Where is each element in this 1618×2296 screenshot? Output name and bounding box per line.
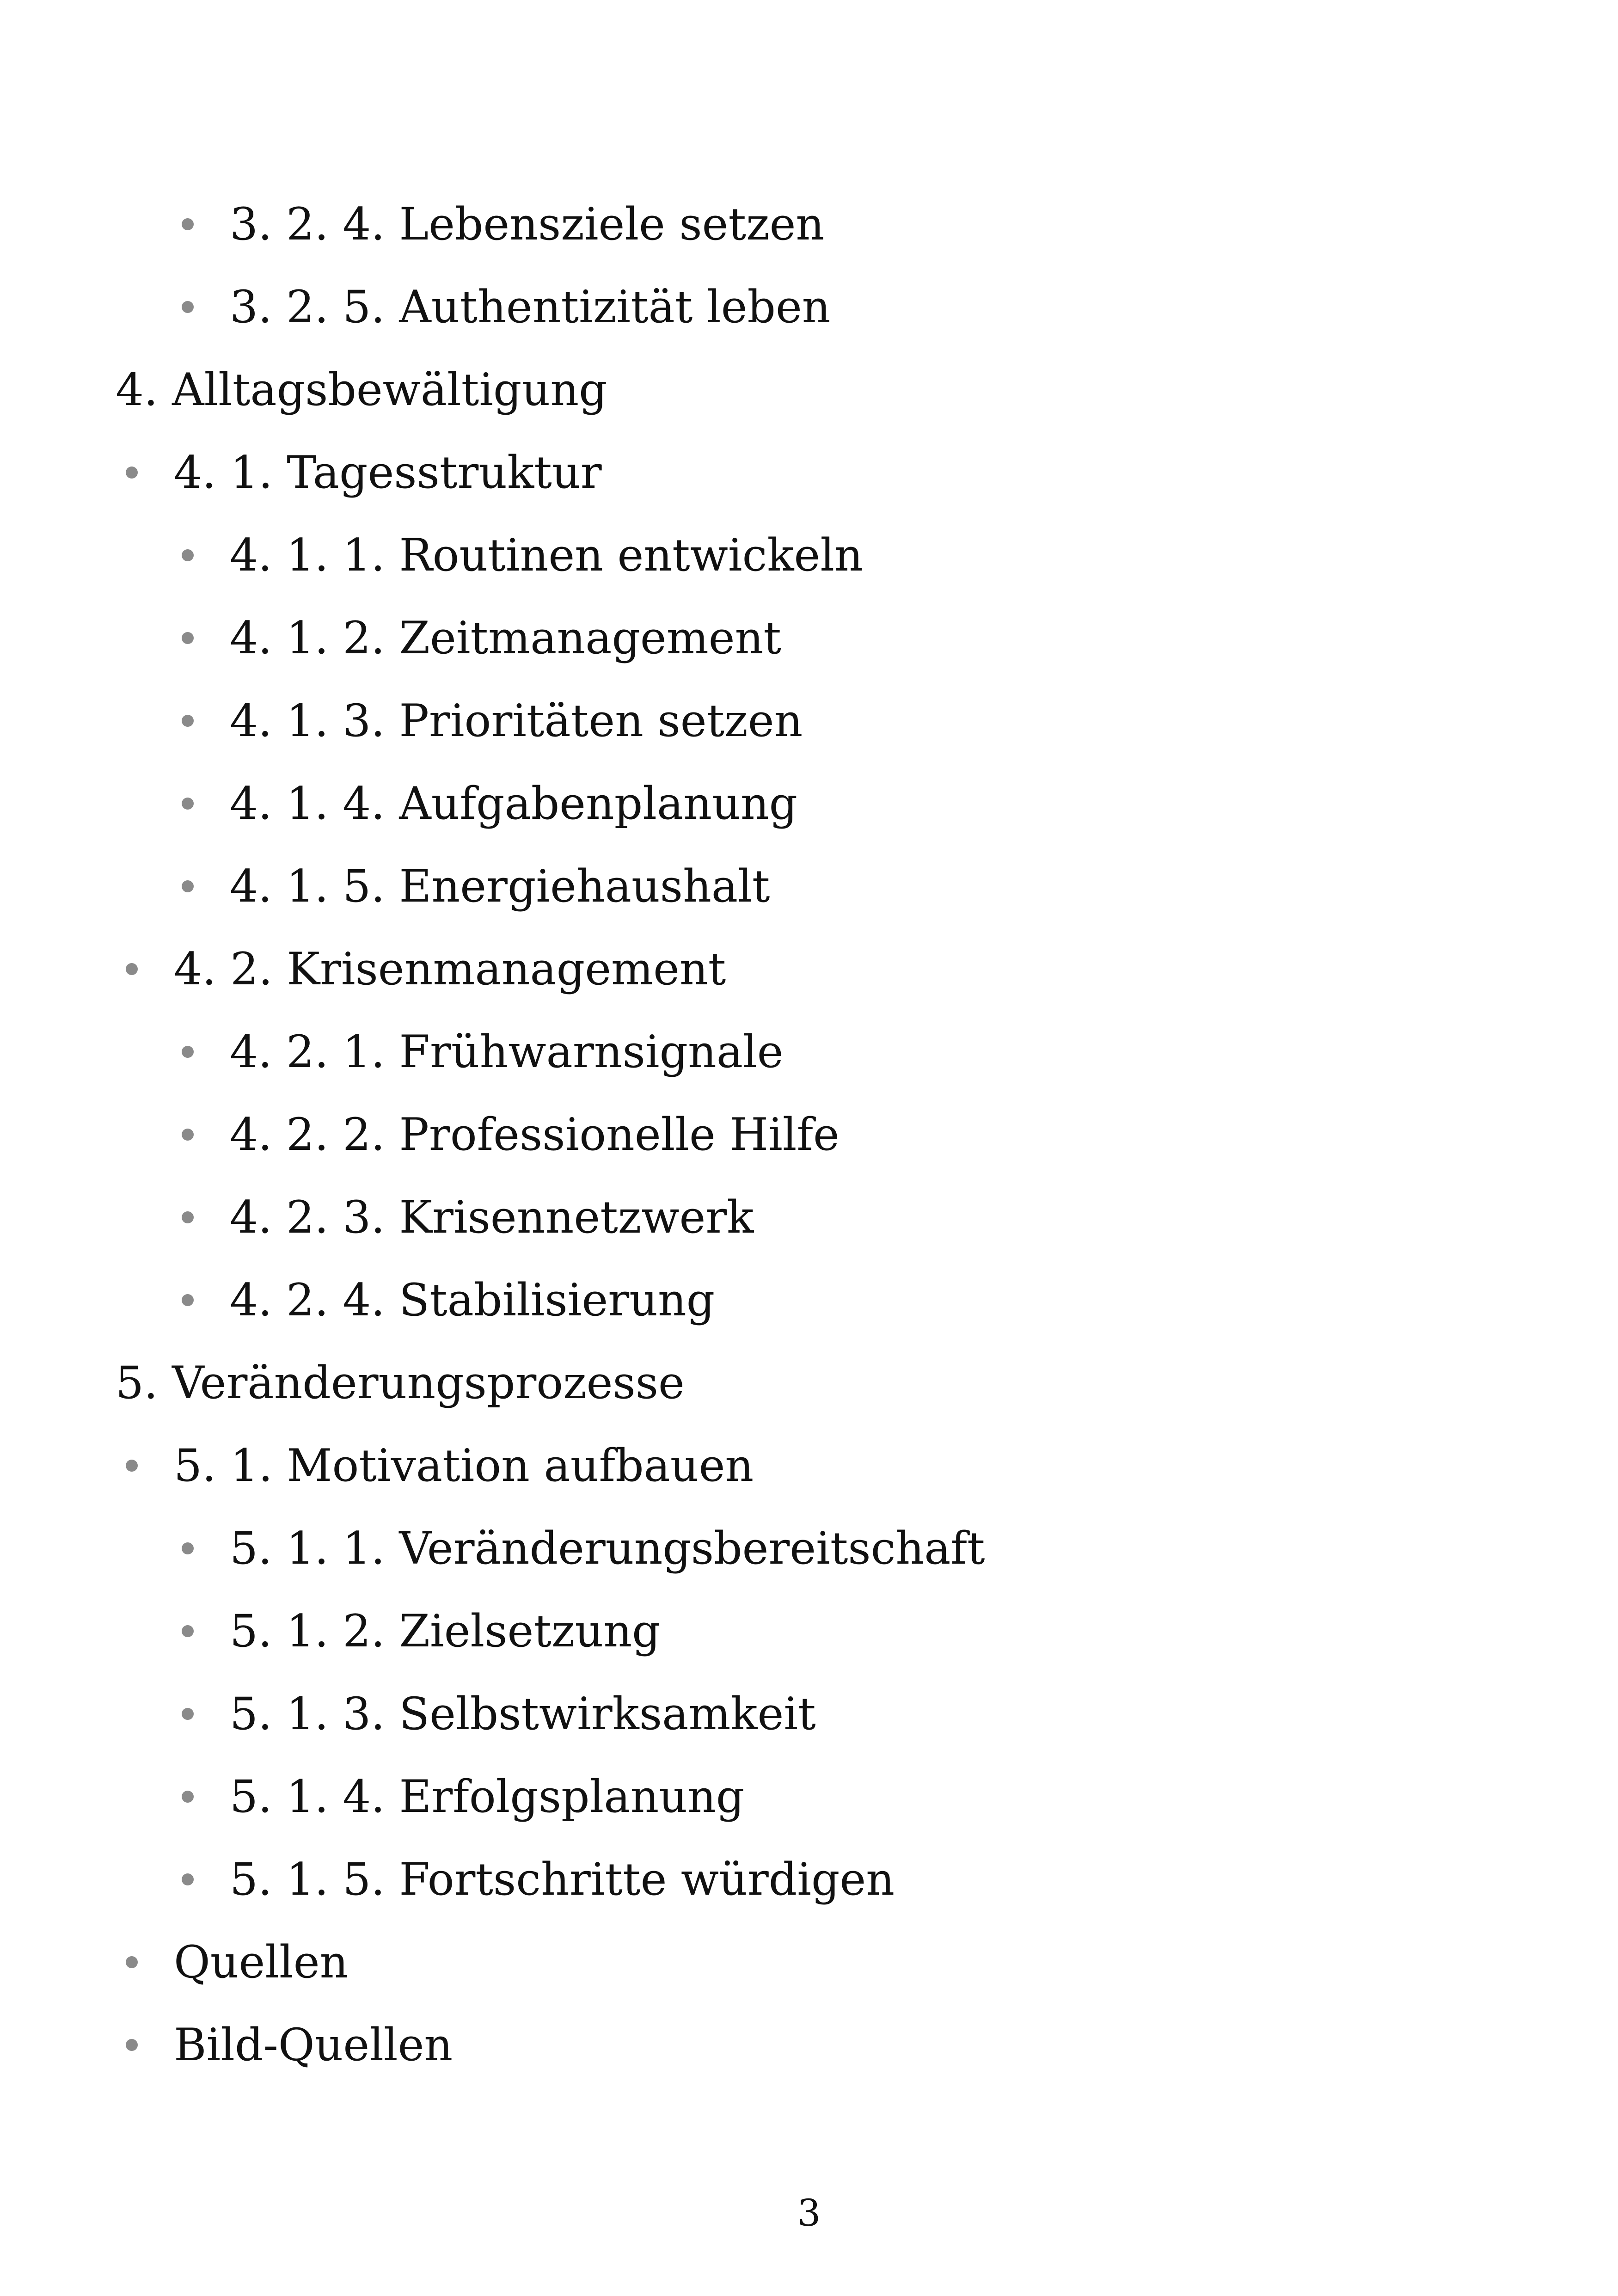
toc-section-heading[interactable] <box>0 348 1618 431</box>
toc-item-label: 5. 1. 2. Zielsetzung <box>230 1605 661 1657</box>
toc-item[interactable] <box>0 514 1618 596</box>
bullet-icon <box>182 218 194 230</box>
table-of-contents <box>0 183 1618 2086</box>
toc-item-label: 3. 2. 4. Lebensziele setzen <box>230 198 825 250</box>
bullet-icon <box>182 1873 194 1885</box>
bullet-icon <box>182 1542 194 1554</box>
toc-item[interactable] <box>0 183 1618 265</box>
bullet-icon <box>182 1211 194 1223</box>
toc-item[interactable] <box>0 431 1618 514</box>
toc-item[interactable] <box>0 927 1618 1010</box>
toc-item[interactable] <box>0 1010 1618 1093</box>
toc-item-label: 5. 1. 3. Selbstwirksamkeit <box>230 1688 816 1740</box>
toc-item[interactable] <box>0 1424 1618 1507</box>
toc-item[interactable] <box>0 845 1618 927</box>
toc-item-label: 5. 1. Motivation aufbauen <box>174 1439 754 1492</box>
bullet-icon <box>182 1708 194 1720</box>
bullet-icon <box>126 467 138 479</box>
toc-item-label: Quellen <box>174 1936 349 1988</box>
bullet-icon <box>182 880 194 892</box>
toc-item-label: 5. 1. 5. Fortschritte würdigen <box>230 1853 895 1905</box>
bullet-icon <box>182 1294 194 1306</box>
toc-item-label: Bild-Quellen <box>174 2019 453 2071</box>
bullet-icon <box>126 2039 138 2051</box>
toc-item-label: 5. 1. 4. Erfolgsplanung <box>230 1770 745 1823</box>
bullet-icon <box>182 798 194 810</box>
toc-item[interactable] <box>0 265 1618 348</box>
toc-item[interactable] <box>0 1755 1618 1838</box>
bullet-icon <box>182 1046 194 1058</box>
toc-item-label: 5. 1. 1. Veränderungsbereitschaft <box>230 1522 985 1574</box>
toc-item-label: 4. 2. 2. Professionelle Hilfe <box>230 1108 840 1160</box>
toc-item-label: 4. 1. 3. Prioritäten setzen <box>230 694 803 747</box>
toc-item-label: 4. 1. 1. Routinen entwickeln <box>230 529 863 581</box>
toc-item[interactable] <box>0 1507 1618 1590</box>
bullet-icon <box>126 963 138 975</box>
toc-item[interactable] <box>0 1921 1618 2003</box>
toc-item[interactable] <box>0 596 1618 679</box>
toc-item[interactable] <box>0 679 1618 762</box>
bullet-icon <box>126 1460 138 1472</box>
toc-item-label: 4. 2. 4. Stabilisierung <box>230 1274 715 1326</box>
toc-item-label: 4. 2. Krisenmanagement <box>174 943 726 995</box>
toc-item[interactable] <box>0 1093 1618 1176</box>
toc-item-label: 3. 2. 5. Authentizität leben <box>230 281 831 333</box>
bullet-icon <box>182 549 194 561</box>
bullet-icon <box>182 632 194 644</box>
toc-item-label: 4. 1. 5. Energiehaushalt <box>230 860 770 912</box>
toc-item-label: 4. Alltagsbewältigung <box>116 363 607 416</box>
toc-item[interactable] <box>0 762 1618 845</box>
page-number: 3 <box>797 2192 821 2235</box>
toc-item-label: 4. 1. 4. Aufgabenplanung <box>230 777 798 829</box>
bullet-icon <box>182 301 194 313</box>
bullet-icon <box>126 1956 138 1968</box>
toc-section-heading[interactable] <box>0 1341 1618 1424</box>
bullet-icon <box>182 1791 194 1803</box>
toc-item[interactable] <box>0 1176 1618 1259</box>
bullet-icon <box>182 1625 194 1637</box>
toc-item-label: 4. 1. 2. Zeitmanagement <box>230 612 781 664</box>
toc-item[interactable] <box>0 2003 1618 2086</box>
toc-item-label: 4. 1. Tagesstruktur <box>174 446 602 498</box>
toc-item[interactable] <box>0 1590 1618 1672</box>
toc-item-label: 5. Veränderungsprozesse <box>116 1357 685 1409</box>
toc-item-label: 4. 2. 1. Frühwarnsignale <box>230 1025 784 1078</box>
toc-item[interactable] <box>0 1838 1618 1921</box>
bullet-icon <box>182 715 194 727</box>
bullet-icon <box>182 1129 194 1141</box>
toc-item[interactable] <box>0 1672 1618 1755</box>
toc-item-label: 4. 2. 3. Krisennetzwerk <box>230 1191 754 1243</box>
toc-item[interactable] <box>0 1259 1618 1341</box>
